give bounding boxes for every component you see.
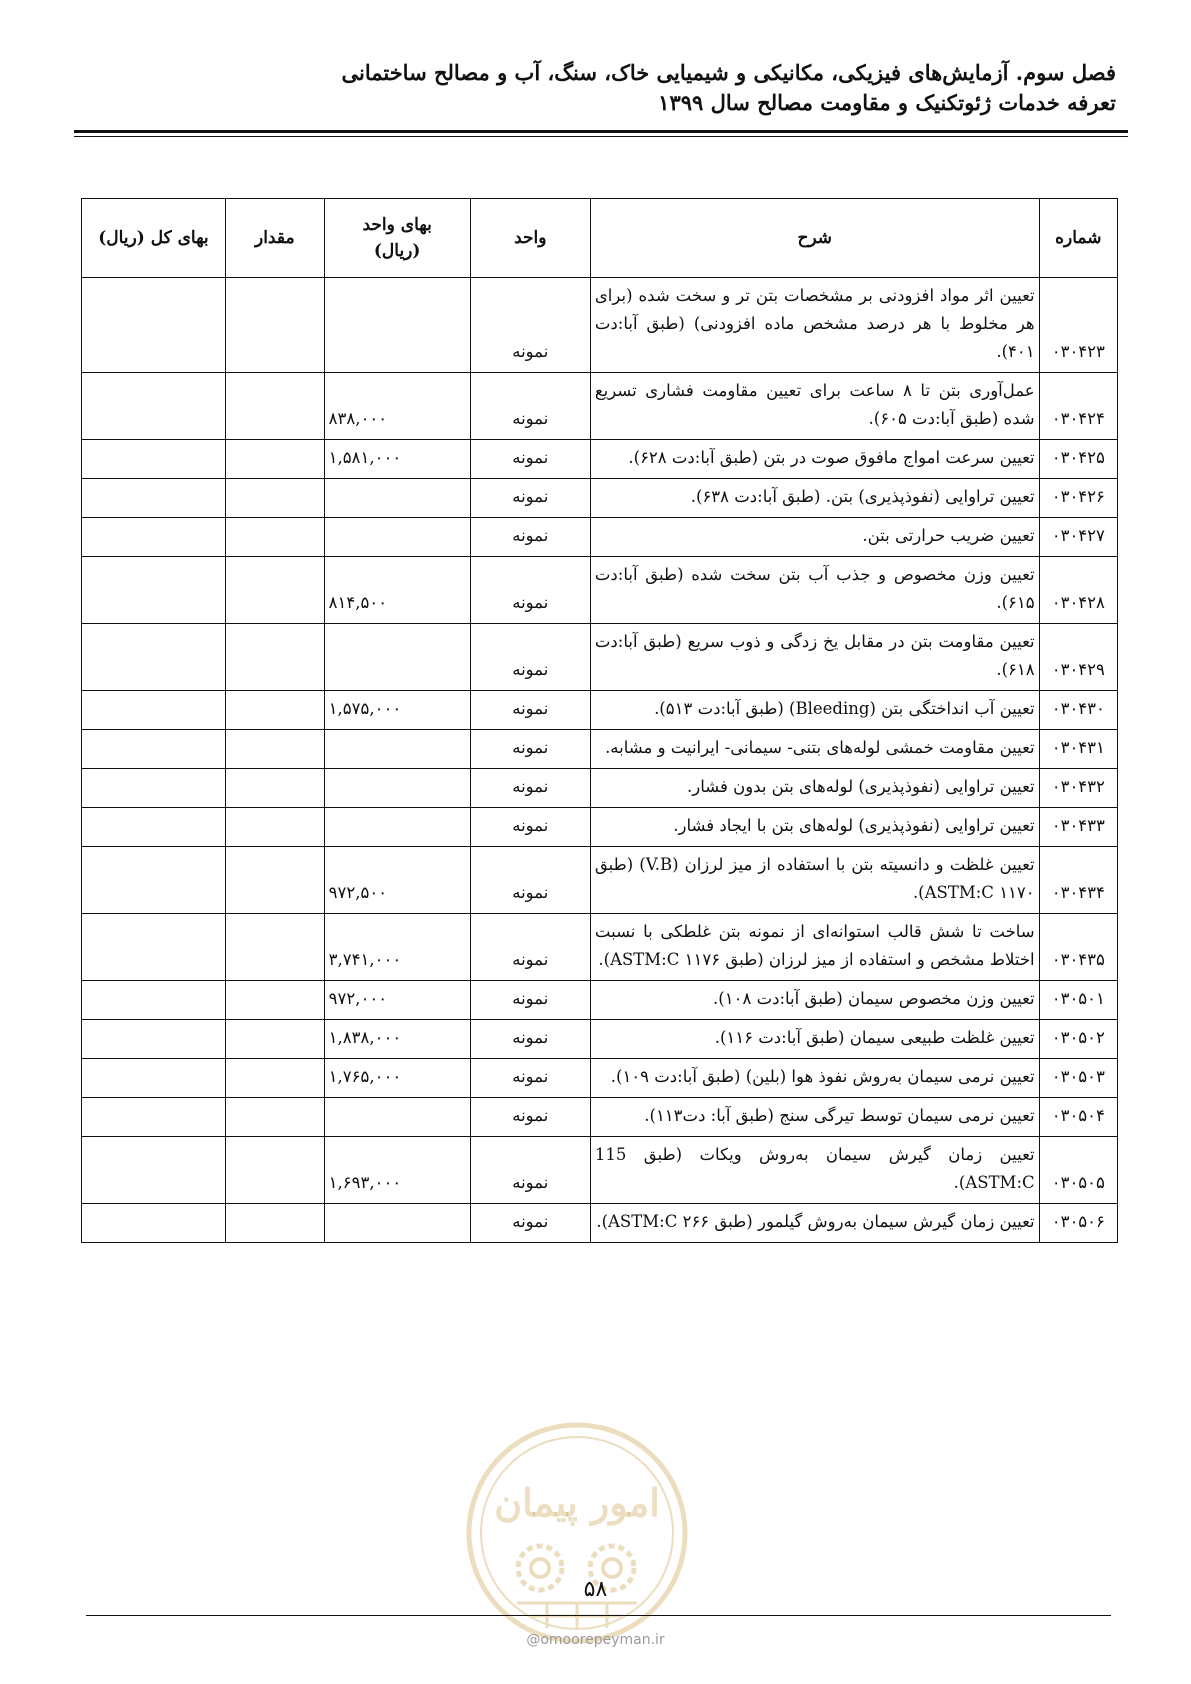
row-quantity	[225, 691, 324, 730]
row-unit-price: ۱,۷۶۵,۰۰۰	[324, 1059, 470, 1098]
row-quantity	[225, 1020, 324, 1059]
row-unit: نمونه	[470, 518, 590, 557]
row-quantity	[225, 278, 324, 373]
row-total-price	[82, 847, 226, 914]
row-unit: نمونه	[470, 278, 590, 373]
table-row	[82, 373, 1118, 440]
row-unit: نمونه	[470, 691, 590, 730]
row-unit-price	[324, 1098, 470, 1137]
row-unit-price: ۹۷۲,۵۰۰	[324, 847, 470, 914]
header-unit-price-label: بهای واحد	[362, 215, 432, 235]
row-code: ۰۳۰۴۲۳	[1039, 278, 1117, 373]
row-code: ۰۳۰۴۲۵	[1039, 440, 1117, 479]
row-total-price	[82, 373, 226, 440]
row-code: ۰۳۰۴۳۰	[1039, 691, 1117, 730]
row-description: ساخت تا شش قالب استوانه‌ای از نمونه بتن غلطکی با نسبت اختلاط مشخص و استفاده از میز لرزان (طبق ۱۱۷۶ ASTM:C).	[590, 914, 1039, 981]
row-quantity	[225, 730, 324, 769]
footer-rule	[86, 1615, 1111, 1616]
row-total-price	[82, 278, 226, 373]
table-row	[82, 518, 1118, 557]
table-row	[82, 691, 1118, 730]
row-total-price	[82, 981, 226, 1020]
website-watermark[interactable]: @omoorepeyman.ir	[526, 1632, 665, 1648]
table-row	[82, 769, 1118, 808]
row-unit: نمونه	[470, 557, 590, 624]
chapter-title: فصل سوم. آزمایش‌های فیزیکی، مکانیکی و شیمیایی خاک، سنگ، آب و مصالح ساختمانی	[341, 60, 1116, 85]
row-unit-price: ۱,۵۷۵,۰۰۰	[324, 691, 470, 730]
row-code: ۰۳۰۵۰۳	[1039, 1059, 1117, 1098]
row-quantity	[225, 808, 324, 847]
row-code: ۰۳۰۴۲۹	[1039, 624, 1117, 691]
row-code: ۰۳۰۴۳۳	[1039, 808, 1117, 847]
row-unit-price	[324, 1204, 470, 1243]
row-code: ۰۳۰۵۰۴	[1039, 1098, 1117, 1137]
row-description: تعیین غلظت طبیعی سیمان (طبق آبا:دت ۱۱۶).	[590, 1020, 1039, 1059]
row-unit-price	[324, 730, 470, 769]
header-code: شماره	[1039, 199, 1117, 278]
page-number: ۵۸	[583, 1577, 608, 1602]
row-quantity	[225, 847, 324, 914]
table-row	[82, 1020, 1118, 1059]
row-unit-price: ۳,۷۴۱,۰۰۰	[324, 914, 470, 981]
row-quantity	[225, 440, 324, 479]
row-description: عمل‌آوری بتن تا ۸ ساعت برای تعیین مقاومت فشاری تسریع شده (طبق آبا:دت ۶۰۵).	[590, 373, 1039, 440]
row-quantity	[225, 769, 324, 808]
row-code: ۰۳۰۴۲۴	[1039, 373, 1117, 440]
table-row	[82, 479, 1118, 518]
omoorepeyman-stamp-watermark	[462, 1418, 692, 1648]
row-description: تعیین اثر مواد افزودنی بر مشخصات بتن تر و سخت شده (برای هر مخلوط با هر درصد مشخص ماده افزودنی) (طبق آبا:دت ۴۰۱).	[590, 278, 1039, 373]
header-unit: واحد	[470, 199, 590, 278]
table-header-row	[82, 199, 1118, 278]
header-rule-thin	[74, 136, 1128, 137]
row-total-price	[82, 808, 226, 847]
row-description: تعیین نرمی سیمان توسط تیرگی سنج (طبق آبا: دت۱۱۳).	[590, 1098, 1039, 1137]
document-header	[66, 58, 1116, 118]
row-total-price	[82, 440, 226, 479]
table-row	[82, 440, 1118, 479]
row-unit: نمونه	[470, 1059, 590, 1098]
row-unit: نمونه	[470, 769, 590, 808]
row-unit: نمونه	[470, 440, 590, 479]
table-row	[82, 1059, 1118, 1098]
row-unit: نمونه	[470, 373, 590, 440]
table-row	[82, 278, 1118, 373]
row-code: ۰۳۰۴۳۵	[1039, 914, 1117, 981]
row-total-price	[82, 914, 226, 981]
table-row	[82, 1137, 1118, 1204]
row-code: ۰۳۰۵۰۵	[1039, 1137, 1117, 1204]
row-total-price	[82, 1137, 226, 1204]
row-total-price	[82, 1098, 226, 1137]
row-quantity	[225, 914, 324, 981]
row-code: ۰۳۰۴۲۸	[1039, 557, 1117, 624]
row-code: ۰۳۰۴۲۶	[1039, 479, 1117, 518]
table-row	[82, 981, 1118, 1020]
row-unit-price	[324, 808, 470, 847]
row-description: تعیین زمان گیرش سیمان به‌روش گیلمور (طبق ۲۶۶ ASTM:C).	[590, 1204, 1039, 1243]
row-unit-price: ۱,۶۹۳,۰۰۰	[324, 1137, 470, 1204]
row-unit: نمونه	[470, 1137, 590, 1204]
row-quantity	[225, 1098, 324, 1137]
row-unit-price	[324, 769, 470, 808]
row-description: تعیین مقاومت بتن در مقابل یخ زدگی و ذوب سریع (طبق آبا:دت ۶۱۸).	[590, 624, 1039, 691]
row-description: تعیین ضریب حرارتی بتن.	[590, 518, 1039, 557]
table-row	[82, 847, 1118, 914]
table-row	[82, 1098, 1118, 1137]
row-quantity	[225, 557, 324, 624]
row-description: تعیین تراوایی (نفوذپذیری) بتن. (طبق آبا:دت ۶۳۸).	[590, 479, 1039, 518]
header-description: شرح	[590, 199, 1039, 278]
row-unit-price: ۸۳۸,۰۰۰	[324, 373, 470, 440]
table-row	[82, 557, 1118, 624]
row-total-price	[82, 691, 226, 730]
row-quantity	[225, 624, 324, 691]
row-unit-price	[324, 518, 470, 557]
row-total-price	[82, 1059, 226, 1098]
row-unit: نمونه	[470, 479, 590, 518]
row-unit-price	[324, 278, 470, 373]
row-description: تعیین نرمی سیمان به‌روش نفوذ هوا (بلین) (طبق آبا:دت ۱۰۹).	[590, 1059, 1039, 1098]
row-unit: نمونه	[470, 847, 590, 914]
row-total-price	[82, 1204, 226, 1243]
table-row	[82, 808, 1118, 847]
row-unit: نمونه	[470, 624, 590, 691]
row-unit-price	[324, 624, 470, 691]
row-description: تعیین آب انداختگی بتن (Bleeding) (طبق آبا:دت ۵۱۳).	[590, 691, 1039, 730]
header-total-price: بهای کل (ریال)	[82, 199, 226, 278]
row-total-price	[82, 557, 226, 624]
row-unit: نمونه	[470, 1098, 590, 1137]
row-unit-price: ۹۷۲,۰۰۰	[324, 981, 470, 1020]
row-unit: نمونه	[470, 914, 590, 981]
row-quantity	[225, 1137, 324, 1204]
row-code: ۰۳۰۵۰۱	[1039, 981, 1117, 1020]
row-quantity	[225, 981, 324, 1020]
row-unit-price: ۱,۵۸۱,۰۰۰	[324, 440, 470, 479]
row-total-price	[82, 624, 226, 691]
row-unit-price	[324, 479, 470, 518]
row-code: ۰۳۰۴۳۲	[1039, 769, 1117, 808]
row-code: ۰۳۰۵۰۲	[1039, 1020, 1117, 1059]
row-unit: نمونه	[470, 730, 590, 769]
row-description: تعیین تراوایی (نفوذپذیری) لوله‌های بتن بدون فشار.	[590, 769, 1039, 808]
row-quantity	[225, 1059, 324, 1098]
row-code: ۰۳۰۵۰۶	[1039, 1204, 1117, 1243]
table-row	[82, 624, 1118, 691]
table-row	[82, 1204, 1118, 1243]
row-total-price	[82, 769, 226, 808]
row-unit-price: ۱,۸۳۸,۰۰۰	[324, 1020, 470, 1059]
row-total-price	[82, 479, 226, 518]
row-unit: نمونه	[470, 808, 590, 847]
row-description: تعیین سرعت امواج مافوق صوت در بتن (طبق آبا:دت ۶۲۸).	[590, 440, 1039, 479]
row-description: تعیین وزن مخصوص سیمان (طبق آبا:دت ۱۰۸).	[590, 981, 1039, 1020]
row-code: ۰۳۰۴۲۷	[1039, 518, 1117, 557]
row-description: تعیین تراوایی (نفوذپذیری) لوله‌های بتن با ایجاد فشار.	[590, 808, 1039, 847]
header-unit-price	[324, 199, 470, 278]
table-row	[82, 730, 1118, 769]
row-description: تعیین مقاومت خمشی لوله‌های بتنی- سیمانی- ایرانیت و مشابه.	[590, 730, 1039, 769]
tariff-table	[81, 198, 1118, 1243]
row-code: ۰۳۰۴۳۴	[1039, 847, 1117, 914]
table-row	[82, 914, 1118, 981]
row-total-price	[82, 518, 226, 557]
row-description: تعیین وزن مخصوص و جذب آب بتن سخت شده (طبق آبا:دت ۶۱۵).	[590, 557, 1039, 624]
row-unit-price: ۸۱۴,۵۰۰	[324, 557, 470, 624]
row-unit: نمونه	[470, 981, 590, 1020]
row-code: ۰۳۰۴۳۱	[1039, 730, 1117, 769]
row-total-price	[82, 1020, 226, 1059]
row-description: تعیین زمان گیرش سیمان به‌روش ویکات (طبق 115 ASTM:C).	[590, 1137, 1039, 1204]
header-unit-price-currency: (ریال)	[373, 241, 421, 261]
header-quantity: مقدار	[225, 199, 324, 278]
row-unit: نمونه	[470, 1204, 590, 1243]
row-total-price	[82, 730, 226, 769]
row-quantity	[225, 1204, 324, 1243]
row-quantity	[225, 518, 324, 557]
tariff-title: تعرفه خدمات ژئوتکنیک و مقاومت مصالح سال ۱۳۹۹	[658, 90, 1116, 115]
stamp-lettering: امور پیمان	[494, 1480, 660, 1525]
row-quantity	[225, 373, 324, 440]
row-description: تعیین غلظت و دانسیته بتن با استفاده از میز لرزان (V.B) (طبق ۱۱۷۰ ASTM:C).	[590, 847, 1039, 914]
row-quantity	[225, 479, 324, 518]
header-rule-thick	[74, 130, 1128, 133]
row-unit: نمونه	[470, 1020, 590, 1059]
